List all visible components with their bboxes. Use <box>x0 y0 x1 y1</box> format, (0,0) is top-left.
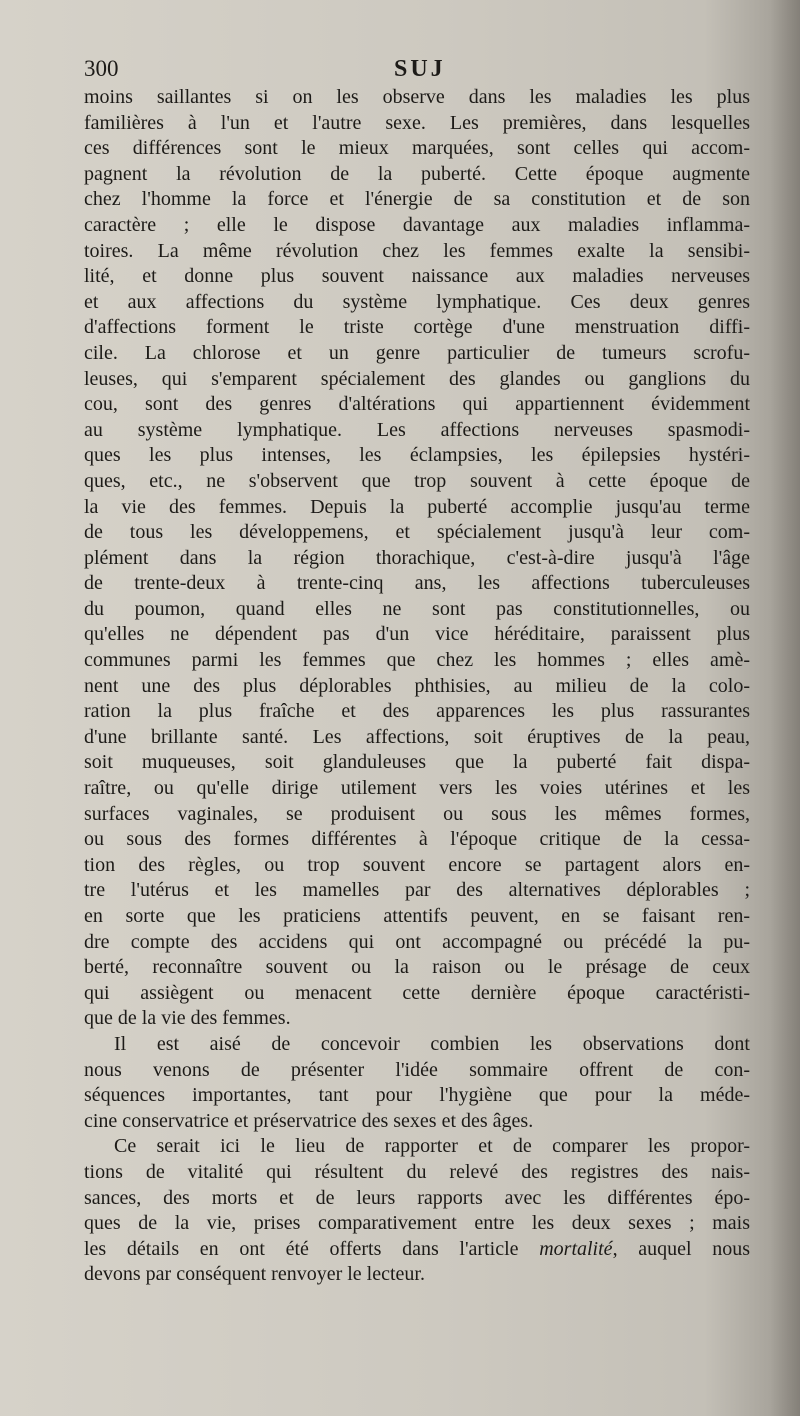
text-line: toires. La même révolution chez les femmes exalte la sensibi- <box>84 239 750 262</box>
text-line: la vie des femmes. Depuis la puberté accomplie jusqu'au terme <box>84 495 750 518</box>
page-edge-shadow <box>770 0 800 1416</box>
text-line: communes parmi les femmes que chez les hommes ; elles amè- <box>84 649 750 672</box>
text-line: ration la plus fraîche et des apparences les plus rassurantes <box>84 700 750 723</box>
text-line: caractère ; elle le dispose davantage aux maladies inflamma- <box>84 213 750 236</box>
text-line: tion des règles, ou trop souvent encore se partagent alors en- <box>84 853 750 876</box>
text-line: en sorte que les praticiens attentifs peuvent, en se faisant ren- <box>84 905 750 927</box>
text-line: qu'elles ne dépendent pas d'un vice héréditaire, paraissent plus <box>84 623 750 646</box>
text-line: ques, etc., ne s'observent que trop souvent à cette époque de <box>84 469 750 492</box>
text-line: familières à l'un et l'autre sexe. Les premières, dans lesquelles <box>84 111 750 134</box>
page-number: 300 <box>84 56 119 81</box>
paragraph-3 <box>84 1134 750 1288</box>
body-text <box>84 85 750 1288</box>
running-head: SUJ <box>394 56 446 82</box>
text-line: lité, et donne plus souvent naissance aux maladies nerveuses <box>84 265 750 288</box>
text-line <box>84 1237 750 1263</box>
text-line: nent une des plus déplorables phthisies, au milieu de la colo- <box>84 674 750 697</box>
text-line: raître, ou qu'elle dirige utilement vers les voies utérines et les <box>84 777 750 800</box>
paragraph-2 <box>84 1032 750 1134</box>
text-line: chez l'homme la force et l'énergie de sa constitution et de son <box>84 188 750 211</box>
text-line: moins saillantes si on les observe dans les maladies les plus <box>84 86 750 108</box>
paragraph-1 <box>84 85 750 1032</box>
text-line: ques les plus intenses, les éclampsies, les épilepsies hystéri- <box>84 444 750 467</box>
text-line: tre l'utérus et les mamelles par des alternatives déplorables ; <box>84 879 750 902</box>
text-line: du poumon, quand elles ne sont pas constitutionnelles, ou <box>84 597 750 620</box>
text-line: qui assiègent ou menacent cette dernière époque caractéristi- <box>84 981 750 1004</box>
text-line: au système lymphatique. Les affections nerveuses spasmodi- <box>84 418 750 441</box>
text-line: pagnent la révolution de la puberté. Cette époque augmente <box>84 162 750 185</box>
text-line: tions de vitalité qui résultent du relevé des registres des nais- <box>84 1160 750 1183</box>
text-line: ou sous des formes différentes à l'époque critique de la cessa- <box>84 828 750 851</box>
text-line: sances, des morts et de leurs rapports avec les différentes épo- <box>84 1186 750 1209</box>
text-fragment: les détails en ont été offerts dans l'article <box>84 1237 519 1260</box>
text-line: ces différences sont le mieux marquées, sont celles qui accom- <box>84 137 750 160</box>
text-line: de trente-deux à trente-cinq ans, les affections tuberculeuses <box>84 572 750 595</box>
text-line: plément dans la région thorachique, c'est-à-dire jusqu'à l'âge <box>84 546 750 569</box>
text-line: ques de la vie, prises comparativement entre les deux sexes ; mais <box>84 1212 750 1235</box>
page-header <box>84 56 750 88</box>
text-line: Il est aisé de concevoir combien les observations dont <box>114 1032 750 1055</box>
text-line: et aux affections du système lymphatique. Ces deux genres <box>84 290 750 313</box>
text-line: cile. La chlorose et un genre particulier de tumeurs scrofu- <box>84 341 750 364</box>
text-line: que de la vie des femmes. <box>84 1007 291 1030</box>
text-line: nous venons de présenter l'idée sommaire offrent de con- <box>84 1058 750 1081</box>
text-line: cine conservatrice et préservatrice des sexes et des âges. <box>84 1109 534 1132</box>
text-line: d'affections forment le triste cortège d'une menstruation diffi- <box>84 316 750 339</box>
text-line: de tous les développemens, et spécialement jusqu'à leur com- <box>84 521 750 544</box>
text-line: berté, reconnaître souvent ou la raison ou le présage de ceux <box>84 956 750 979</box>
text-line: cou, sont des genres d'altérations qui appartiennent évidemment <box>84 393 750 416</box>
text-line: Ce serait ici le lieu de rapporter et de comparer les propor- <box>114 1135 750 1158</box>
text-fragment: , auquel nous <box>612 1237 750 1260</box>
text-line: dre compte des accidens qui ont accompagné ou précédé la pu- <box>84 930 750 953</box>
text-line: surfaces vaginales, se produisent ou sous les mêmes formes, <box>84 802 750 825</box>
text-line: séquences importantes, tant pour l'hygiène que pour la méde- <box>84 1084 750 1107</box>
text-line: d'une brillante santé. Les affections, soit éruptives de la peau, <box>84 725 750 748</box>
text-line: devons par conséquent renvoyer le lecteur. <box>84 1263 425 1286</box>
text-line: soit muqueuses, soit glanduleuses que la puberté fait dispa- <box>84 751 750 774</box>
text-line: leuses, qui s'emparent spécialement des glandes ou ganglions du <box>84 367 750 390</box>
italic-term: mortalité <box>539 1237 613 1260</box>
